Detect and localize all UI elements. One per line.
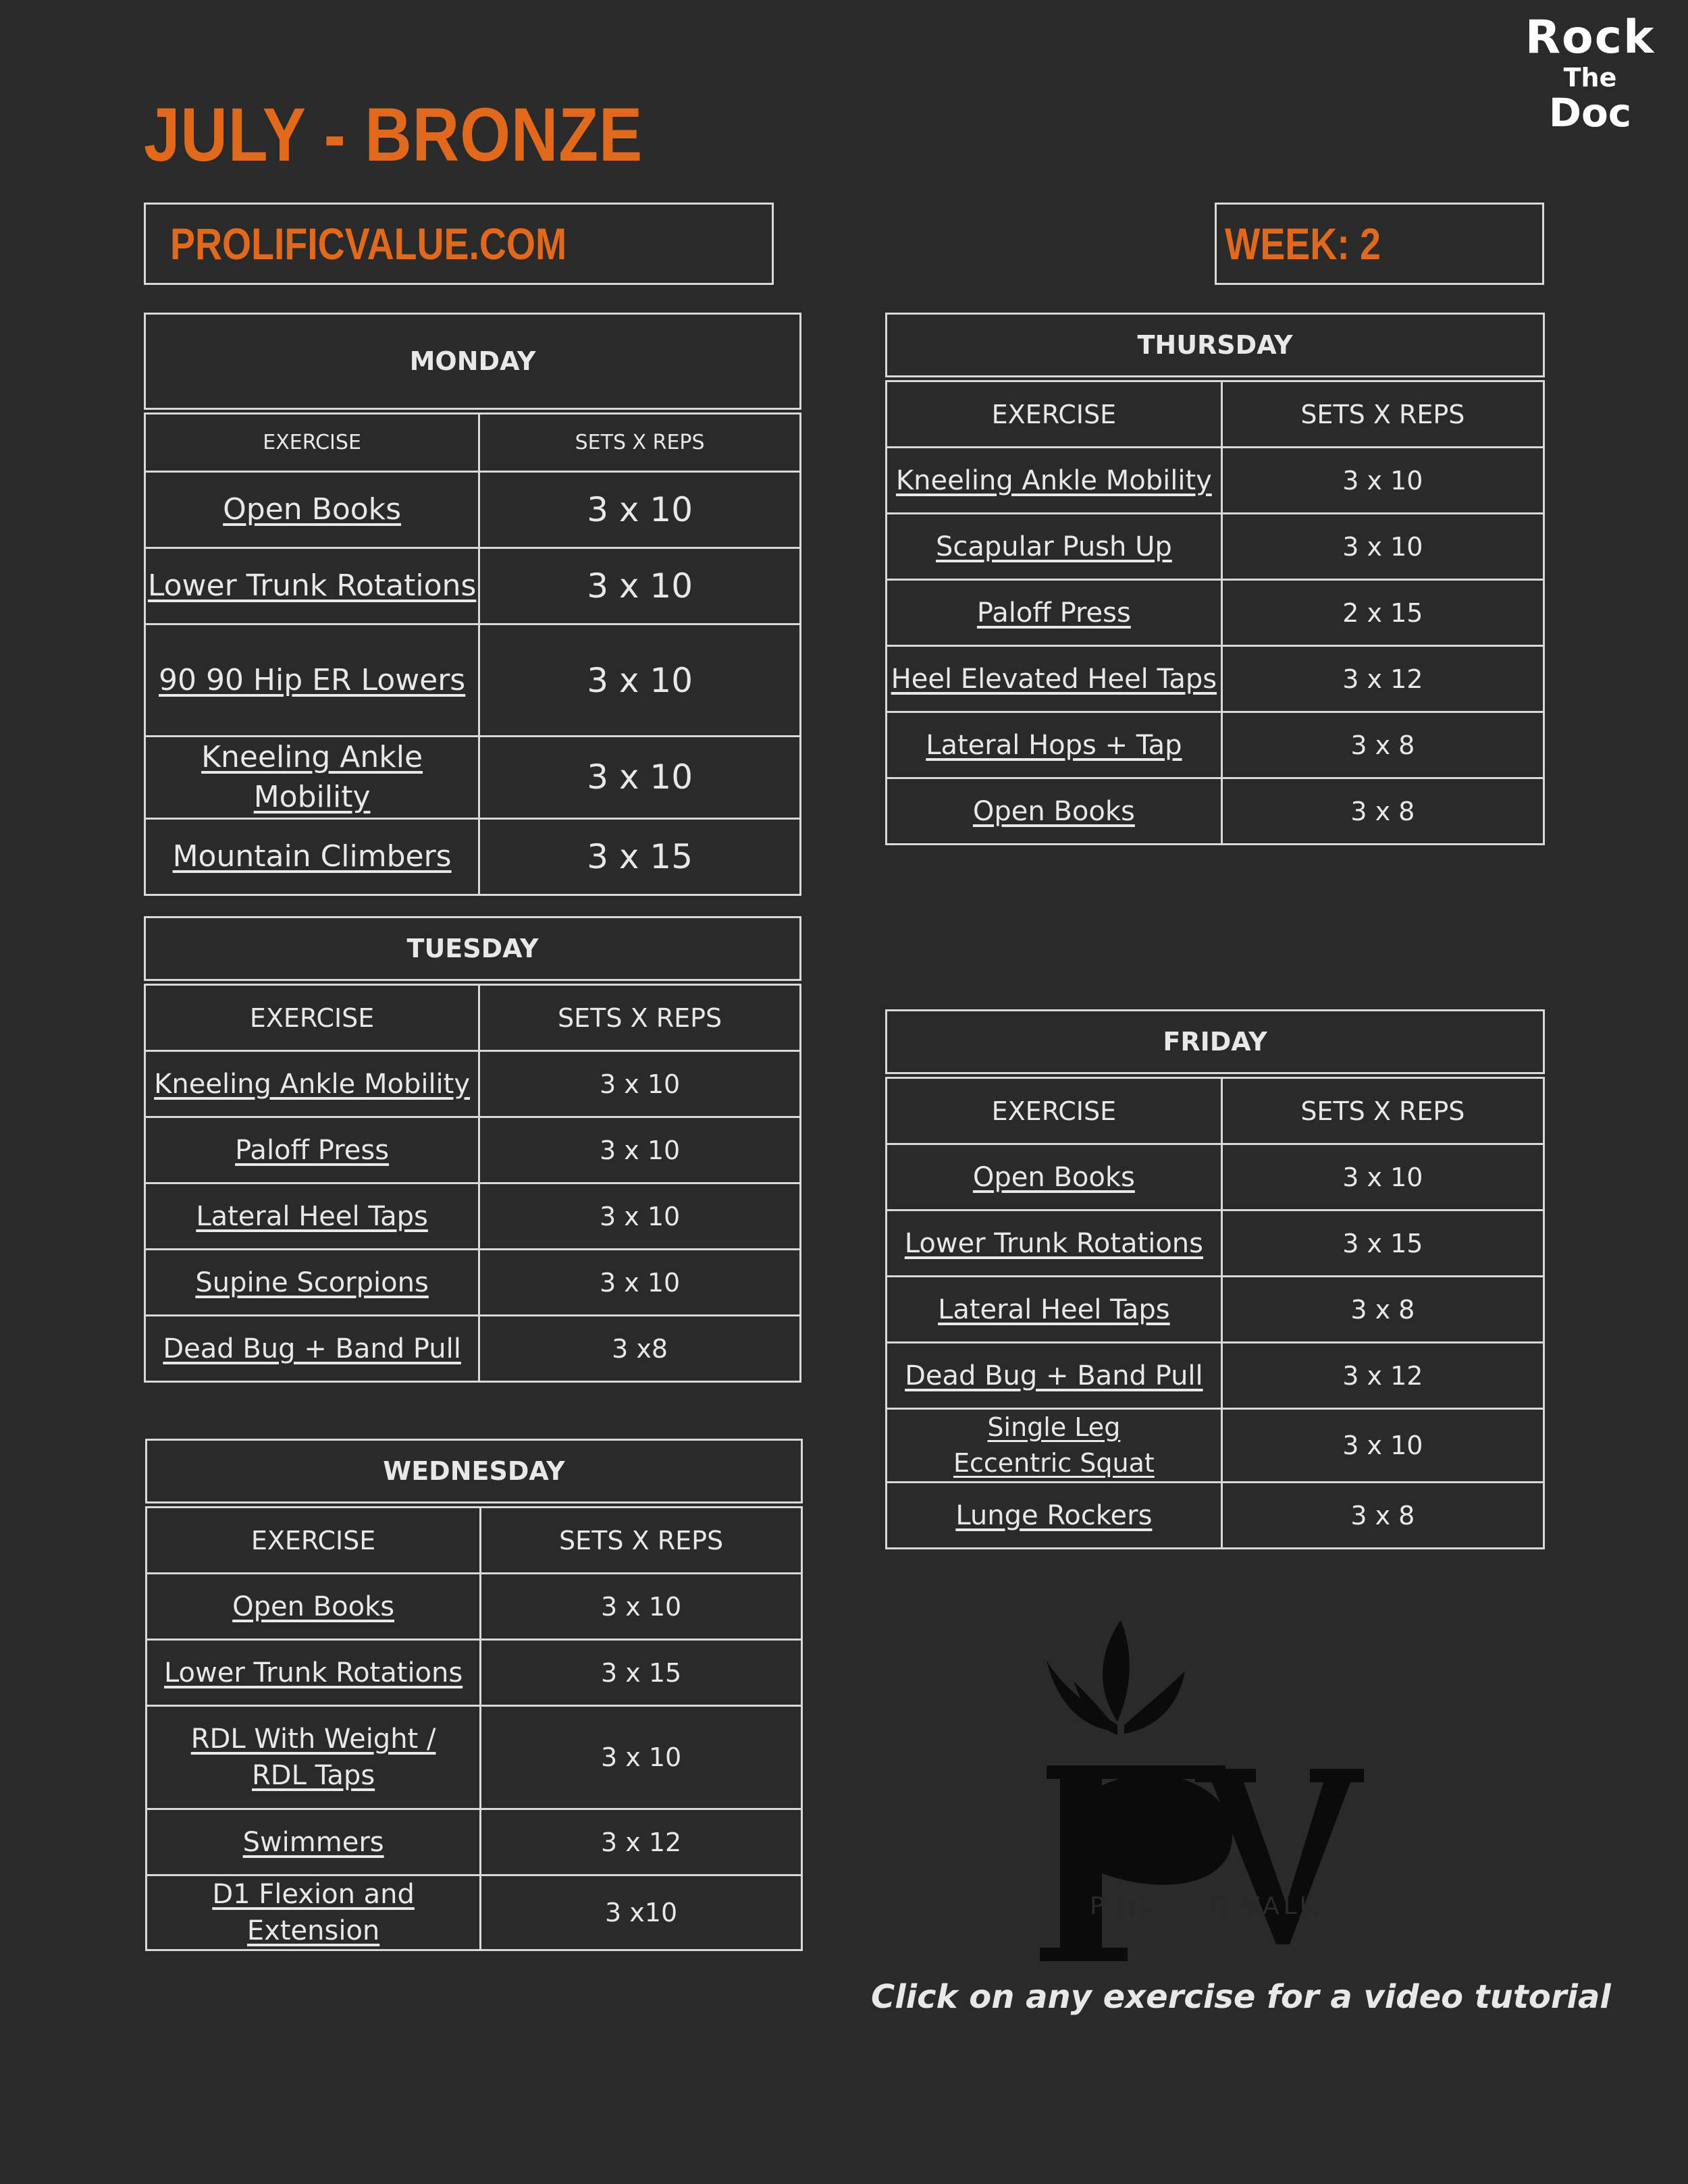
sets-reps: 3 x 8 — [1221, 1277, 1544, 1343]
tuesday-table — [144, 984, 801, 1383]
table-row — [145, 1250, 801, 1316]
sets-reps: 3 x10 — [481, 1875, 802, 1950]
sets-reps: 3 x 12 — [1221, 1343, 1544, 1409]
exercise-link[interactable]: Dead Bug + Band Pull — [905, 1360, 1203, 1391]
exercise-link[interactable]: Lower Trunk Rotations — [904, 1227, 1203, 1259]
table-row — [147, 1875, 802, 1950]
day-title-friday: FRIDAY — [885, 1009, 1545, 1074]
sets-reps: 3 x 10 — [481, 1706, 802, 1809]
exercise-link[interactable]: Kneeling Ankle Mobility — [154, 1068, 471, 1100]
logo-line-doc: Doc — [1548, 90, 1632, 136]
sets-reps: 3 x 15 — [479, 818, 801, 895]
exercise-link[interactable]: D1 Flexion and Extension — [212, 1879, 415, 1946]
table-row — [887, 514, 1544, 580]
table-row — [145, 1183, 801, 1250]
prolific-value-logo — [1033, 1614, 1391, 1965]
table-row — [887, 646, 1544, 712]
sets-reps: 2 x 15 — [1221, 580, 1544, 646]
column-header-sets: SETS X REPS — [479, 985, 801, 1051]
column-header-sets: SETS X REPS — [1221, 1078, 1544, 1144]
table-row — [887, 580, 1544, 646]
exercise-link[interactable]: Open Books — [972, 1161, 1135, 1193]
exercise-link[interactable]: Paloff Press — [976, 597, 1131, 629]
table-row — [887, 448, 1544, 514]
sets-reps: 3 x 10 — [479, 624, 801, 737]
sets-reps: 3 x 10 — [1221, 1409, 1544, 1483]
thursday-section — [885, 313, 1545, 845]
exercise-link[interactable]: Heel Elevated Heel Taps — [891, 663, 1217, 695]
day-title-thursday: THURSDAY — [885, 313, 1545, 377]
table-row — [887, 1409, 1544, 1483]
sets-reps: 3 x 10 — [1221, 514, 1544, 580]
sets-reps: 3 x 12 — [481, 1809, 802, 1875]
column-header-exercise: EXERCISE — [145, 985, 479, 1051]
monday-table — [144, 412, 801, 896]
exercise-link[interactable]: Lateral Heel Taps — [196, 1200, 428, 1232]
column-header-exercise: EXERCISE — [887, 381, 1222, 448]
exercise-link[interactable]: 90 90 Hip ER Lowers — [158, 662, 466, 697]
column-header-exercise: EXERCISE — [145, 414, 479, 472]
exercise-link[interactable]: Supine Scorpions — [195, 1267, 429, 1298]
friday-section — [885, 1009, 1545, 1549]
table-row — [887, 1210, 1544, 1277]
exercise-link[interactable]: Mountain Climbers — [172, 839, 452, 874]
exercise-link[interactable]: Open Books — [223, 492, 402, 527]
exercise-link[interactable]: Kneeling Ankle Mobility — [895, 464, 1212, 496]
table-row — [145, 1051, 801, 1117]
table-row — [147, 1706, 802, 1809]
logo-line-rock: Rock — [1525, 11, 1656, 64]
week-label: WEEK: 2 — [1225, 219, 1381, 269]
table-row — [145, 548, 801, 624]
exercise-link[interactable]: Lower Trunk Rotations — [163, 1657, 463, 1688]
sets-reps: 3 x 8 — [1221, 712, 1544, 778]
monday-section — [144, 313, 801, 896]
sets-reps: 3 x 10 — [479, 1250, 801, 1316]
exercise-link[interactable]: Lunge Rockers — [955, 1499, 1153, 1531]
footer-note: Click on any exercise for a video tutorial — [871, 1978, 1611, 2016]
column-header-sets: SETS X REPS — [479, 414, 801, 472]
friday-table — [885, 1077, 1545, 1549]
table-row — [145, 1316, 801, 1382]
sets-reps: 3 x 10 — [1221, 1144, 1544, 1210]
exercise-link[interactable]: Lateral Heel Taps — [938, 1294, 1170, 1325]
sets-reps: 3 x 10 — [479, 1051, 801, 1117]
website-box[interactable] — [144, 203, 774, 285]
table-row — [887, 778, 1544, 845]
sets-reps: 3 x 10 — [1221, 448, 1544, 514]
exercise-link[interactable]: Open Books — [232, 1591, 395, 1622]
exercise-link[interactable]: Single Leg Eccentric Squat — [953, 1412, 1155, 1479]
exercise-link[interactable]: Kneeling Ankle Mobility — [201, 740, 423, 815]
table-row — [145, 737, 801, 819]
logo-line-the: The — [1563, 63, 1617, 92]
table-row — [887, 1277, 1544, 1343]
leaf-right-icon — [1124, 1671, 1185, 1734]
sets-reps: 3 x 8 — [1221, 778, 1544, 845]
table-row — [147, 1574, 802, 1640]
table-row — [887, 712, 1544, 778]
table-row — [887, 1483, 1544, 1549]
exercise-link[interactable]: Lower Trunk Rotations — [147, 568, 477, 604]
website-link[interactable]: PROLIFICVALUE.COM — [170, 219, 567, 269]
table-row — [147, 1640, 802, 1706]
sets-reps: 3 x 8 — [1221, 1483, 1544, 1549]
page-title: JULY - BRONZE — [144, 92, 643, 177]
rock-the-doc-logo — [1512, 11, 1668, 136]
table-row — [147, 1809, 802, 1875]
column-header-exercise: EXERCISE — [147, 1508, 481, 1574]
sets-reps: 3 x 15 — [1221, 1210, 1544, 1277]
pv-name-text: PROLIFIC VALUE — [1090, 1892, 1341, 1920]
exercise-link[interactable]: Lateral Hops + Tap — [926, 729, 1182, 761]
exercise-link[interactable]: Swimmers — [242, 1826, 384, 1858]
day-title-tuesday: TUESDAY — [144, 916, 801, 981]
sets-reps: 3 x8 — [479, 1316, 801, 1382]
table-row — [145, 1117, 801, 1183]
table-row — [145, 624, 801, 737]
sets-reps: 3 x 10 — [479, 1183, 801, 1250]
exercise-link[interactable]: Scapular Push Up — [935, 531, 1172, 562]
table-row — [887, 1343, 1544, 1409]
table-row — [145, 472, 801, 548]
table-row — [145, 818, 801, 895]
exercise-link[interactable]: RDL With Weight / RDL Taps — [190, 1724, 436, 1791]
day-title-wednesday: WEDNESDAY — [145, 1439, 803, 1503]
wednesday-table — [145, 1506, 803, 1951]
sets-reps: 3 x 10 — [479, 548, 801, 624]
sets-reps: 3 x 12 — [1221, 646, 1544, 712]
column-header-sets: SETS X REPS — [481, 1508, 802, 1574]
sets-reps: 3 x 15 — [481, 1640, 802, 1706]
leaf-top-icon — [1103, 1620, 1130, 1722]
column-header-exercise: EXERCISE — [887, 1078, 1222, 1144]
week-box — [1215, 203, 1544, 285]
column-header-sets: SETS X REPS — [1221, 381, 1544, 448]
exercise-link[interactable]: Open Books — [972, 795, 1135, 827]
exercise-link[interactable]: Paloff Press — [235, 1134, 390, 1166]
sets-reps: 3 x 10 — [479, 1117, 801, 1183]
day-title-monday: MONDAY — [144, 313, 801, 410]
sets-reps: 3 x 10 — [479, 472, 801, 548]
table-row — [887, 1144, 1544, 1210]
exercise-link[interactable]: Dead Bug + Band Pull — [163, 1333, 461, 1364]
tuesday-section — [144, 916, 801, 1383]
sets-reps: 3 x 10 — [479, 737, 801, 819]
sets-reps: 3 x 10 — [481, 1574, 802, 1640]
thursday-table — [885, 380, 1545, 845]
wednesday-section — [145, 1439, 803, 1951]
